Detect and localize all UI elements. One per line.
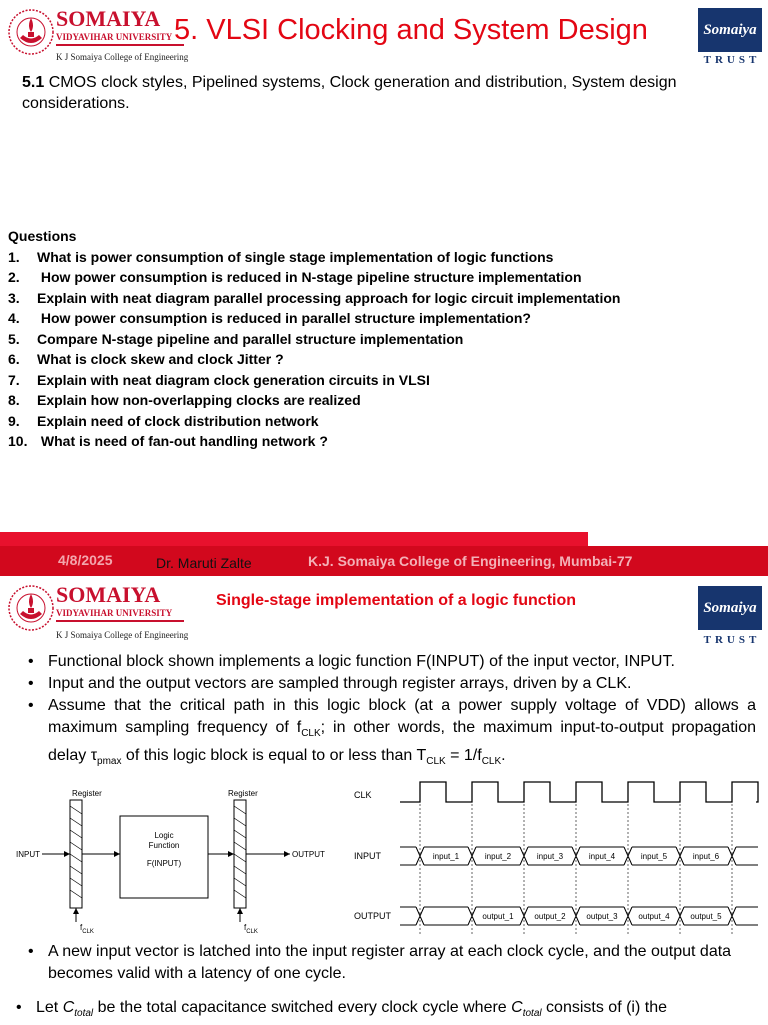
logo-university: VIDYAVIHAR UNIVERSITY — [56, 32, 173, 42]
var-c: C — [511, 999, 523, 1016]
subscript: pmax — [97, 756, 122, 768]
question-text: What is need of fan-out handling network ? — [37, 433, 328, 449]
question-number: 1. — [8, 248, 20, 265]
bus-value-label: input_5 — [640, 852, 668, 861]
logo-college: K J Somaiya College of Engineering — [56, 630, 189, 640]
bullet-text: Functional block shown implements a logic function F(INPUT) of the input vector, INPUT. — [48, 653, 675, 670]
bus-value-label: output_5 — [690, 912, 722, 921]
question-text: Compare N-stage pipeline and parallel structure implementation — [37, 330, 464, 347]
question-number: 4. — [8, 310, 20, 326]
logo-divider — [56, 620, 184, 622]
question-text: Explain with neat diagram parallel processing approach for logic circuit implementation — [37, 289, 621, 306]
questions-heading: Questions — [8, 228, 77, 244]
slide-2 — [0, 576, 768, 1024]
bullet-4 — [28, 941, 756, 985]
question-item — [8, 329, 620, 350]
bullet-1 — [28, 651, 756, 673]
topic-number: 5.1 — [22, 74, 45, 91]
bullet-2 — [28, 673, 756, 695]
bullet-text-part: of this logic block is equal to or less than T — [121, 747, 427, 765]
question-text: Explain with neat diagram clock generation circuits in VLSI — [37, 371, 430, 388]
fclk-sub: CLK — [82, 929, 94, 935]
question-item — [8, 411, 620, 432]
bullet-text-part: Assume that the critical path in this logic block (at a power supply voltage of VDD) allows a maximum sampling frequency of f — [48, 697, 756, 736]
seal-icon — [6, 4, 56, 62]
footer-college: K.J. Somaiya College of Engineering, Mumbai-77 — [308, 553, 633, 569]
timing-clk-label: CLK — [354, 790, 372, 800]
bullet-text-part: be the total capacitance switched every clock cycle where — [93, 999, 512, 1016]
block-diagram — [10, 786, 340, 946]
fclk-f: f — [80, 923, 83, 932]
trust-script: Somaiya — [698, 8, 762, 52]
question-number: 2. — [8, 269, 20, 285]
footer-date: 4/8/2025 — [58, 552, 113, 568]
bullet-dot: • — [16, 999, 22, 1016]
timing-input-label: INPUT — [354, 851, 381, 861]
logo-divider — [56, 44, 184, 46]
bus-value-label: input_4 — [588, 852, 616, 861]
timing-output-label: OUTPUT — [354, 911, 391, 921]
question-number: 6. — [8, 351, 20, 367]
question-number: 5. — [8, 330, 20, 347]
bullet-text-part: = 1/f — [445, 747, 482, 765]
subscript: total — [74, 1008, 94, 1020]
bullet-3 — [28, 695, 756, 773]
register-left-label: Register — [72, 789, 102, 798]
subscript: CLK — [301, 728, 321, 740]
logo-college: K J Somaiya College of Engineering — [56, 52, 189, 62]
timing-diagram — [348, 774, 760, 944]
logic-label-1: Logic — [154, 831, 174, 840]
bullet-text-part: . — [501, 747, 506, 765]
question-number: 10. — [8, 433, 28, 449]
bullet-text-part: consists of (i) the — [541, 999, 667, 1016]
slide-title: Single-stage implementation of a logic function — [216, 592, 577, 609]
bus-value-label: input_3 — [536, 852, 564, 861]
bullet-text — [48, 695, 756, 773]
bullet-text: Input and the output vectors are sampled through register arrays, driven by a CLK. — [48, 675, 632, 692]
question-number: 8. — [8, 392, 20, 408]
trust-label: TRUST — [703, 634, 761, 646]
fclk-right — [244, 923, 258, 935]
question-number: 9. — [8, 412, 20, 429]
input-bus — [400, 847, 758, 865]
question-item — [8, 431, 620, 452]
register-right-label: Register — [228, 789, 258, 798]
bullet-text — [36, 997, 756, 1025]
question-text: How power consumption is reduced in N-stage pipeline structure implementation — [37, 269, 582, 285]
bus-value-label: output_3 — [586, 912, 618, 921]
logic-label-2: Function — [148, 841, 180, 850]
question-item — [8, 308, 620, 329]
bus-value-label: input_6 — [692, 852, 720, 861]
topic-line — [22, 72, 742, 114]
bus-value-label: output_4 — [638, 912, 670, 921]
question-number: 7. — [8, 371, 20, 388]
question-text: What is clock skew and clock Jitter ? — [37, 351, 284, 367]
logic-label-3: F(INPUT) — [146, 859, 182, 868]
trust-label: TRUST — [703, 54, 761, 66]
question-item — [8, 370, 620, 391]
logo-name: SOMAIYA — [56, 582, 161, 607]
fclk-sub: CLK — [246, 929, 258, 935]
somaiya-trust-logo — [698, 8, 762, 68]
bullet-text-part: ; in other words, the maximum input-to-output propagation delay τ — [48, 719, 756, 765]
trust-script: Somaiya — [698, 586, 762, 630]
bullet-text-part: Let — [36, 999, 63, 1016]
questions-section — [8, 226, 620, 452]
somaiya-trust-logo-2 — [698, 586, 762, 646]
question-text: What is power consumption of single stage implementation of logic functions — [37, 248, 554, 265]
question-text: Explain need of clock distribution network — [37, 412, 319, 429]
topic-text: CMOS clock styles, Pipelined systems, Clock generation and distribution, System design considerations. — [22, 74, 677, 112]
bus-value-label: input_2 — [484, 852, 512, 861]
bus-value-label: input_1 — [432, 852, 460, 861]
question-item — [8, 349, 620, 370]
slide-footer — [0, 546, 768, 576]
question-item — [8, 288, 620, 309]
bullet-5 — [16, 997, 756, 1025]
subscript: CLK — [426, 756, 446, 768]
bullet-dot: • — [28, 697, 34, 714]
seal-icon — [6, 580, 56, 638]
output-bus — [400, 907, 758, 925]
bullet-dot: • — [28, 675, 34, 692]
clk-waveform — [400, 782, 758, 802]
footer-band — [0, 532, 588, 546]
bus-value-label: output_1 — [482, 912, 514, 921]
question-item — [8, 390, 620, 411]
output-label: OUTPUT — [292, 850, 325, 859]
input-label: INPUT — [16, 850, 40, 859]
bullet-dot: • — [28, 943, 34, 960]
fclk-left — [80, 923, 94, 935]
somaiya-logo-2 — [4, 580, 204, 642]
bullet-text: A new input vector is latched into the input register array at each clock cycle, and the output data becomes valid with a latency of one cycle. — [48, 943, 732, 982]
fclk-f: f — [244, 923, 247, 932]
question-text: Explain how non-overlapping clocks are realized — [37, 392, 361, 408]
questions-list — [8, 247, 620, 452]
var-c: C — [62, 999, 75, 1016]
subscript: total — [522, 1008, 542, 1020]
question-text: How power consumption is reduced in parallel structure implementation? — [37, 310, 531, 326]
slide-title: 5. VLSI Clocking and System Design — [174, 14, 648, 46]
subscript: CLK — [481, 756, 502, 768]
logo-name: SOMAIYA — [56, 6, 161, 31]
logo-university: VIDYAVIHAR UNIVERSITY — [56, 608, 173, 618]
timing-gridlines — [420, 804, 732, 934]
question-number: 3. — [8, 289, 20, 306]
bullet-dot: • — [28, 653, 34, 670]
question-item — [8, 267, 620, 288]
footer-author: Dr. Maruti Zalte — [156, 555, 252, 571]
question-item — [8, 247, 620, 268]
bus-value-label: output_2 — [534, 912, 566, 921]
